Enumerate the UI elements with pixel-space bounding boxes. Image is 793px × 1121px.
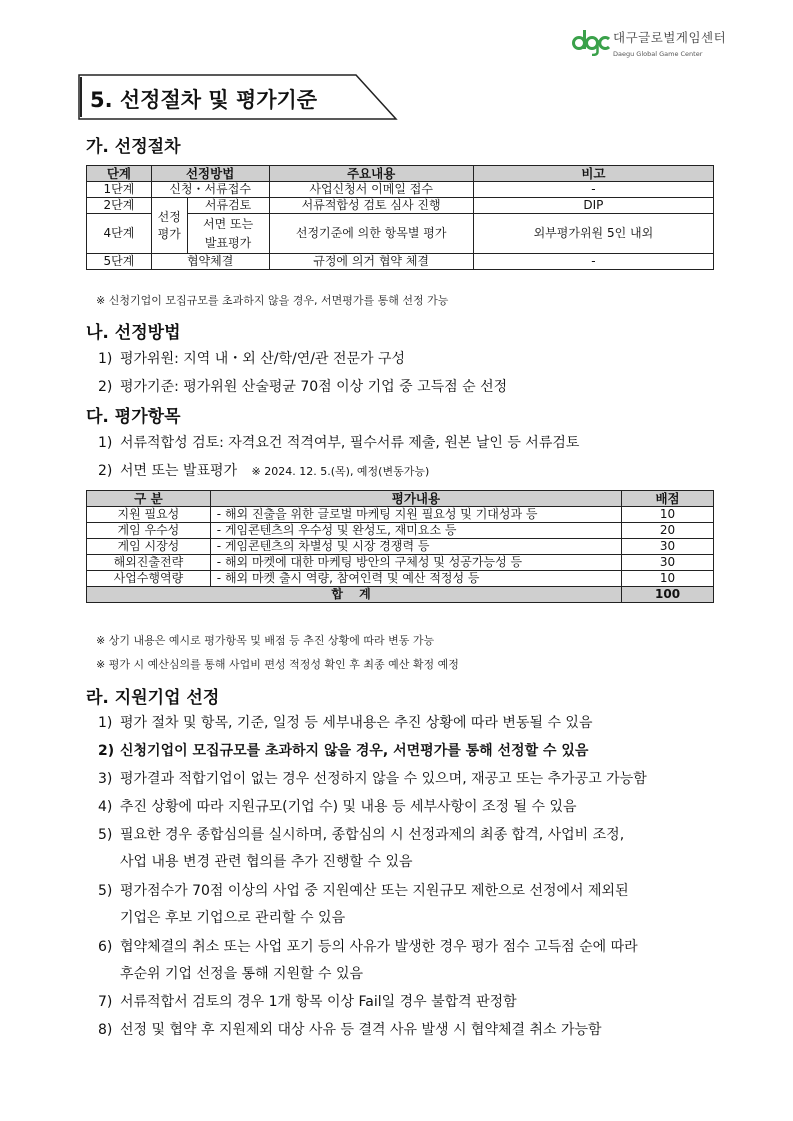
category-cell: 사업수행역량 — [87, 571, 211, 587]
table-row — [87, 507, 714, 523]
score-cell: 10 — [622, 571, 714, 587]
section-title: 5. 선정절차 및 평가기준 — [90, 88, 318, 112]
item-text: 평가 절차 및 항목, 기준, 일정 등 세부내용은 추진 상황에 따라 변동될 수 있음 — [120, 715, 593, 731]
method-cell: 서면 또는 발표평가 — [187, 214, 269, 254]
list-item — [98, 768, 647, 788]
method-cell: 신청・서류접수 — [151, 182, 269, 198]
stage-cell: 1단계 — [87, 182, 152, 198]
selection-process-footnote: ※ 신청기업이 모집규모를 초과하지 않을 경우, 서면평가를 통해 선정 가능 — [96, 294, 449, 307]
score-cell: 30 — [622, 539, 714, 555]
content-cell: - 해외 마켓 출시 역량, 참여인력 및 예산 적정성 등 — [210, 571, 621, 587]
score-cell: 20 — [622, 523, 714, 539]
category-cell: 게임 시장성 — [87, 539, 211, 555]
item-number: 2) — [98, 743, 115, 759]
list-item — [98, 880, 629, 900]
header-method: 선정방법 — [151, 166, 269, 182]
item-number: 5) — [98, 827, 113, 843]
eval-footnote: ※ 상기 내용은 예시로 평가항목 및 배점 등 추진 상황에 따라 변동 가능 — [96, 634, 435, 647]
table-row — [87, 254, 714, 270]
item-number: 4) — [98, 799, 113, 815]
stage-cell: 5단계 — [87, 254, 152, 270]
item-continuation: 후순위 기업 선정을 통해 지원할 수 있음 — [120, 966, 364, 982]
note-cell: - — [473, 182, 713, 198]
list-item — [98, 432, 579, 452]
item-text: 협약체결의 취소 또는 사업 포기 등의 사유가 발생한 경우 평가 점수 고득점 순에 따라 — [120, 939, 638, 955]
item-number: 6) — [98, 939, 113, 955]
header-category: 구 분 — [87, 491, 211, 507]
item-text: 평가위원: 지역 내・외 산/학/연/관 전문가 구성 — [120, 351, 406, 367]
content-cell: 선정기준에 의한 항목별 평가 — [269, 214, 473, 254]
section-title-box — [78, 74, 398, 120]
item-text: 평가기준: 평가위원 산술평균 70점 이상 기업 중 고득점 순 선정 — [120, 379, 508, 395]
heading-eval-items: 다. 평가항목 — [86, 407, 181, 427]
list-item — [98, 348, 405, 368]
dgc-logo-icon — [572, 26, 610, 56]
list-item — [98, 991, 517, 1011]
item-text: 서류적합서 검토의 경우 1개 항목 이상 Fail일 경우 불합격 판정함 — [120, 994, 517, 1010]
item-number: 8) — [98, 1022, 113, 1038]
table-row — [87, 198, 714, 214]
item-number: 1) — [98, 715, 113, 731]
table-row — [87, 523, 714, 539]
list-item — [98, 1019, 602, 1039]
eval-footnote: ※ 평가 시 예산심의를 통해 사업비 편성 적정성 확인 후 최종 예산 확정 예정 — [96, 658, 459, 671]
list-item — [98, 460, 429, 480]
table-header-row — [87, 166, 714, 182]
content-cell: 사업신청서 이메일 접수 — [269, 182, 473, 198]
score-cell: 30 — [622, 555, 714, 571]
total-score: 100 — [622, 587, 714, 603]
item-text: 선정 및 협약 후 지원제외 대상 사유 등 결격 사유 발생 시 협약체결 취소 가능함 — [120, 1022, 602, 1038]
item-number: 5) — [98, 883, 113, 899]
table-row — [87, 555, 714, 571]
table-row — [87, 571, 714, 587]
item-text: 신청기업이 모집규모를 초과하지 않을 경우, 서면평가를 통해 선정할 수 있음 — [120, 743, 589, 759]
eval-items-table — [86, 490, 714, 603]
content-cell: 규정에 의거 협약 체결 — [269, 254, 473, 270]
item-text: 필요한 경우 종합심의를 실시하며, 종합심의 시 선정과제의 최종 합격, 사업비 조정, — [120, 827, 625, 843]
logo — [572, 22, 772, 66]
stage-cell: 4단계 — [87, 214, 152, 254]
item-note: ※ 2024. 12. 5.(목), 예정(변동가능) — [251, 465, 430, 478]
heading-support-selection: 라. 지원기업 선정 — [86, 688, 220, 708]
total-row — [87, 587, 714, 603]
content-cell: - 해외 진출을 위한 글로벌 마케팅 지원 필요성 및 기대성과 등 — [210, 507, 621, 523]
note-cell: 외부평가위원 5인 내외 — [473, 214, 713, 254]
item-number: 2) — [98, 463, 113, 479]
list-item — [98, 376, 507, 396]
selection-process-table — [86, 165, 714, 270]
logo-english-name: Daegu Global Game Center — [613, 50, 703, 58]
item-text: 평가결과 적합기업이 없는 경우 선정하지 않을 수 있으며, 재공고 또는 추가공고 가능함 — [120, 771, 647, 787]
heading-selection-process: 가. 선정절차 — [86, 137, 181, 157]
item-text: 추진 상황에 따라 지원규모(기업 수) 및 내용 등 세부사항이 조정 될 수 있음 — [120, 799, 577, 815]
item-text: 서류적합성 검토: 자격요건 적격여부, 필수서류 제출, 원본 날인 등 서류검토 — [120, 435, 580, 451]
item-number: 1) — [98, 351, 113, 367]
list-item — [98, 740, 588, 760]
score-cell: 10 — [622, 507, 714, 523]
list-item — [98, 936, 638, 956]
content-cell: - 게임콘텐츠의 우수성 및 완성도, 재미요소 등 — [210, 523, 621, 539]
header-content: 평가내용 — [210, 491, 621, 507]
item-number: 7) — [98, 994, 113, 1010]
total-label: 합 계 — [87, 587, 622, 603]
table-row — [87, 539, 714, 555]
content-cell: - 게임콘텐츠의 차별성 및 시장 경쟁력 등 — [210, 539, 621, 555]
list-item — [98, 824, 624, 844]
list-item — [98, 712, 592, 732]
item-number: 3) — [98, 771, 113, 787]
heading-selection-method: 나. 선정방법 — [86, 323, 181, 343]
content-cell: 서류적합성 검토 심사 진행 — [269, 198, 473, 214]
category-cell: 해외진출전략 — [87, 555, 211, 571]
method-cell: 협약체결 — [151, 254, 269, 270]
list-item — [98, 796, 577, 816]
category-cell: 지원 필요성 — [87, 507, 211, 523]
header-stage: 단계 — [87, 166, 152, 182]
item-number: 1) — [98, 435, 113, 451]
note-cell: - — [473, 254, 713, 270]
header-note: 비고 — [473, 166, 713, 182]
header-content: 주요내용 — [269, 166, 473, 182]
item-continuation: 기업은 후보 기업으로 관리할 수 있음 — [120, 910, 346, 926]
content-cell: - 해외 마켓에 대한 마케팅 방안의 구체성 및 성공가능성 등 — [210, 555, 621, 571]
item-number: 2) — [98, 379, 113, 395]
table-row — [87, 182, 714, 198]
item-continuation: 사업 내용 변경 관련 협의를 추가 진행할 수 있음 — [120, 854, 413, 870]
item-text: 평가점수가 70점 이상의 사업 중 지원예산 또는 지원규모 제한으로 선정에서 제외된 — [120, 883, 629, 899]
item-text: 서면 또는 발표평가 — [120, 463, 238, 479]
note-cell: DIP — [473, 198, 713, 214]
logo-korean-name: 대구글로벌게임센터 — [613, 30, 727, 45]
category-cell: 게임 우수성 — [87, 523, 211, 539]
group-cell: 선정 평가 — [151, 198, 187, 254]
stage-cell: 2단계 — [87, 198, 152, 214]
header-score: 배점 — [622, 491, 714, 507]
table-header-row — [87, 491, 714, 507]
method-cell: 서류검토 — [187, 198, 269, 214]
